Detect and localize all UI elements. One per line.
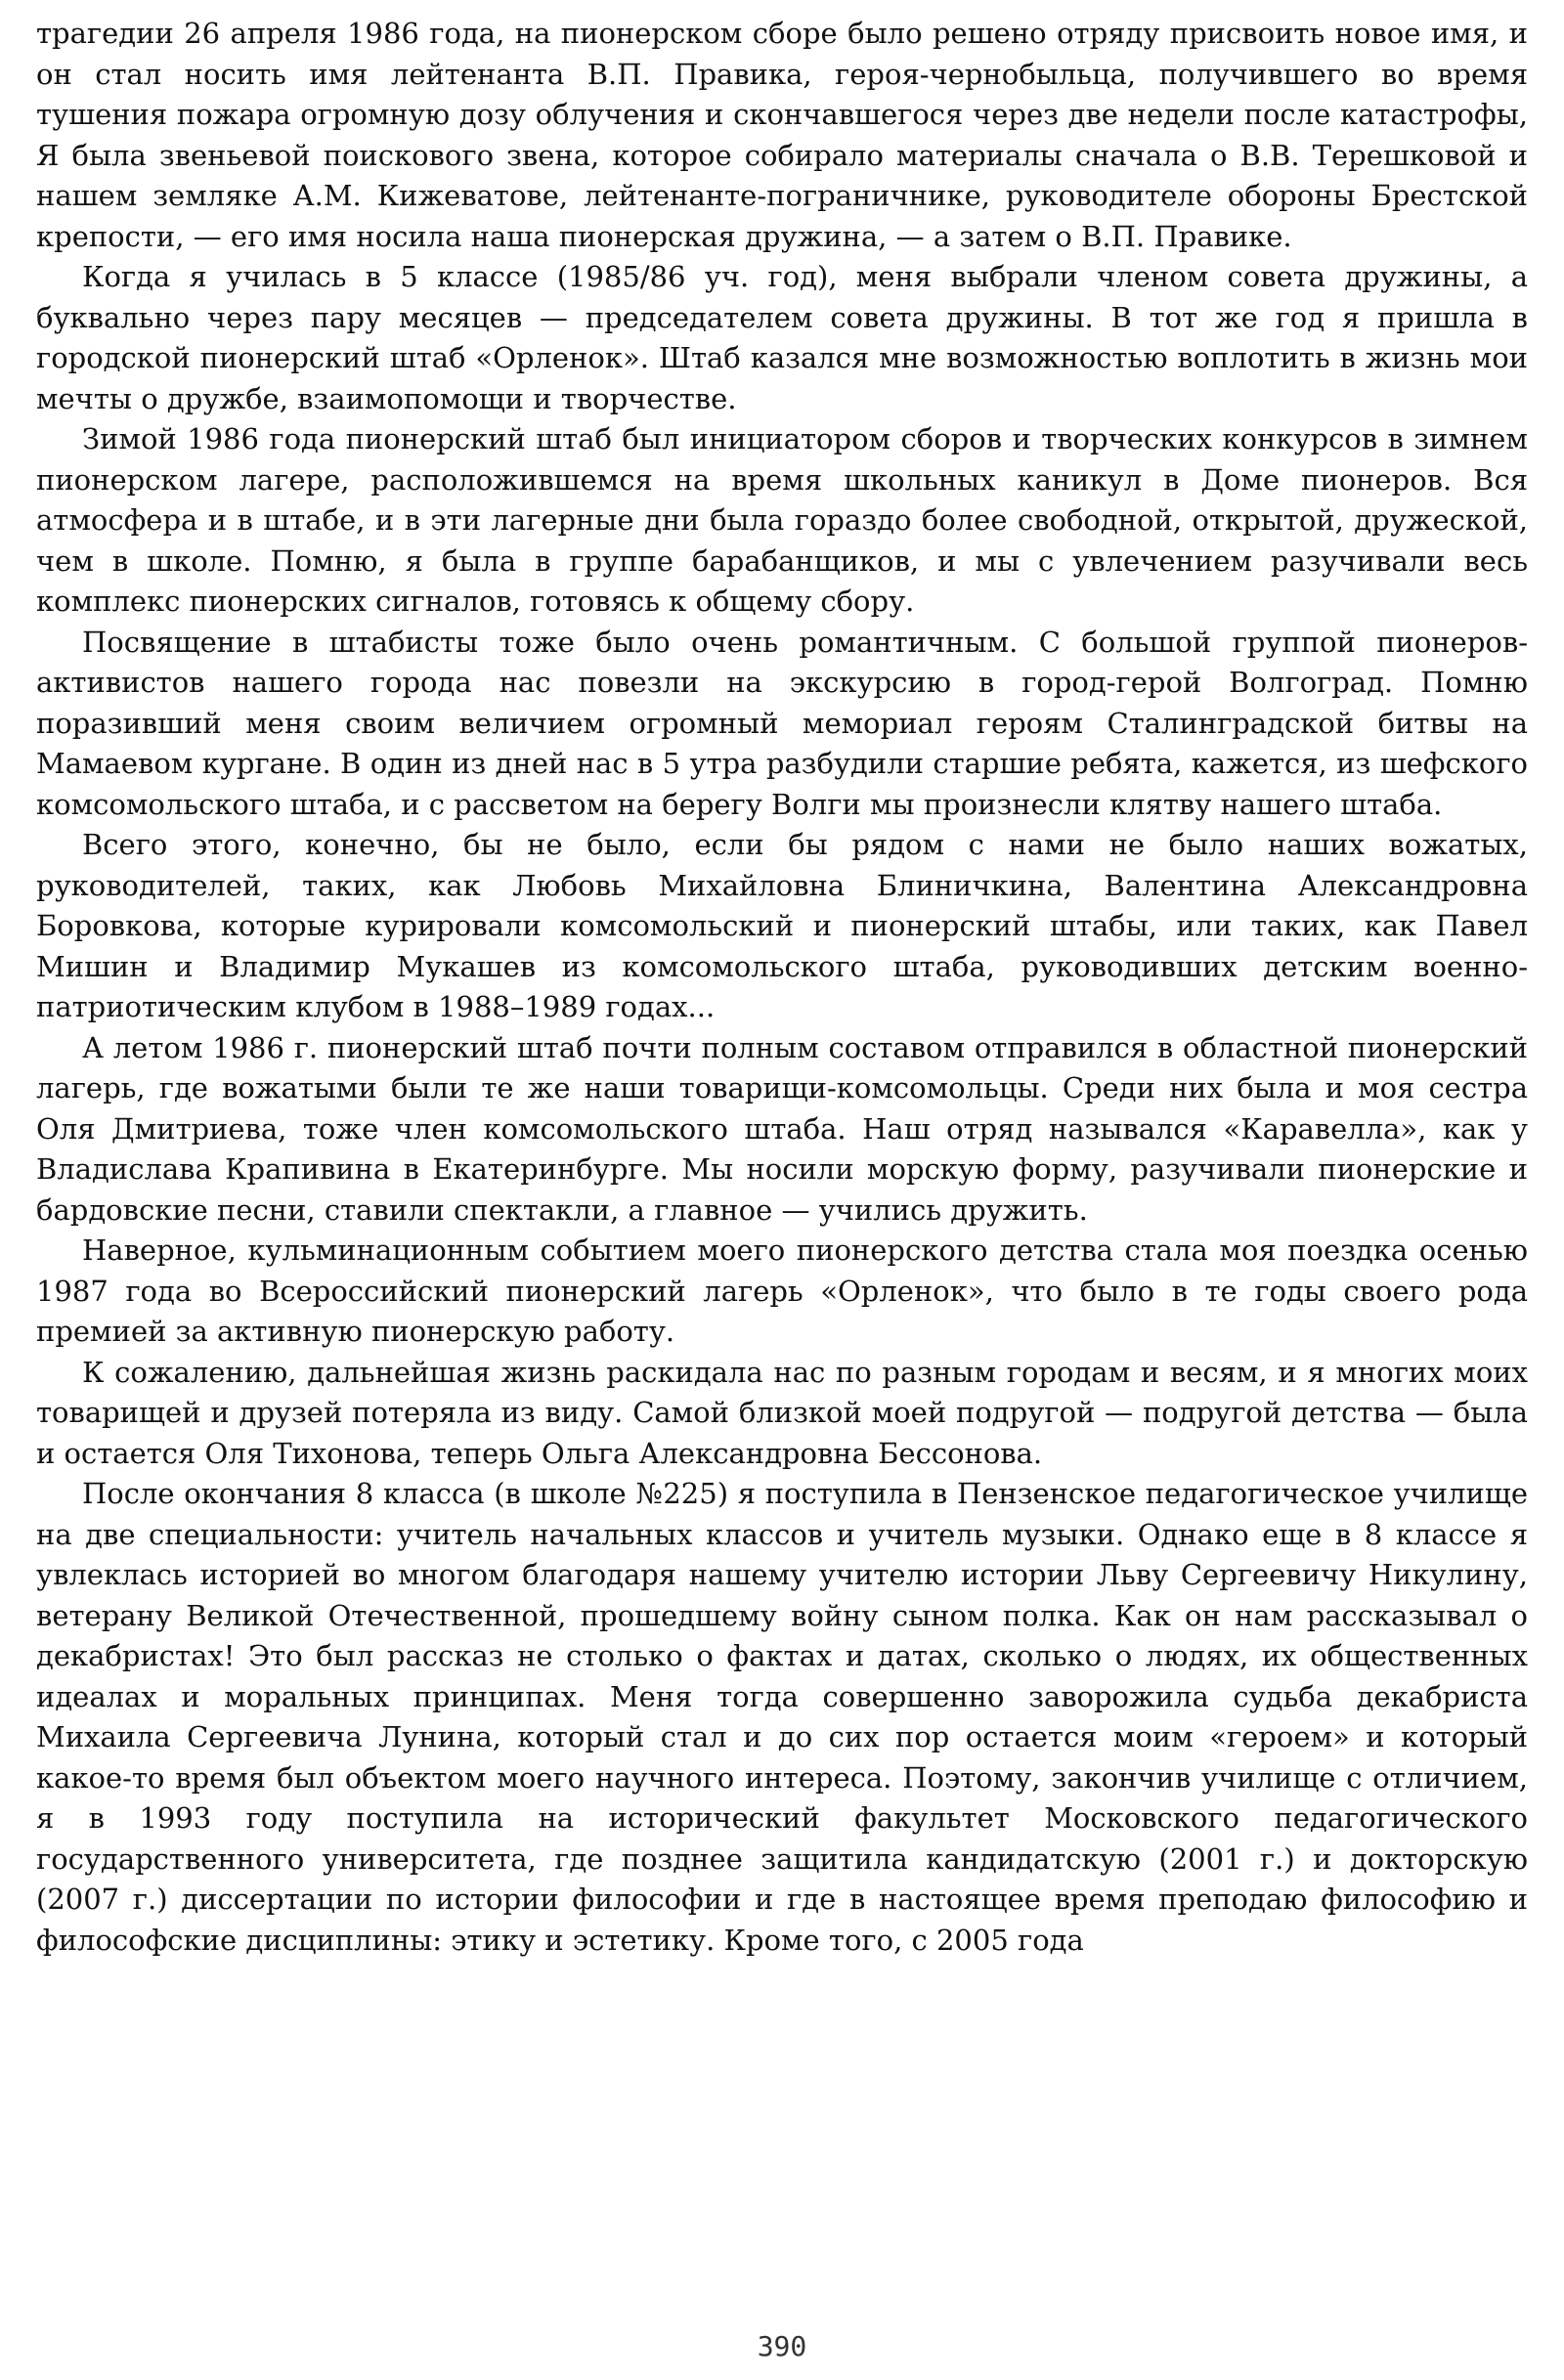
paragraph-3: Зимой 1986 года пионерский штаб был инициатором сборов и творческих конкурсов в зимнем пионерском лагере, расположившемся на время школьных каникул в Доме пионеров. Вся атмосфера и в штабе, и в эти лагерные дни была гораздо более свободной, открытой, дружеской, чем в школе. Помню, я была в группе барабанщиков, и мы с увлечением разучивали весь комплекс пионерских сигналов, готовясь к общему сбору. bbox=[36, 422, 1528, 618]
page-body bbox=[36, 14, 1528, 1961]
paragraph-1: трагедии 26 апреля 1986 года, на пионерском сборе было решено отряду присвоить новое имя, и он стал носить имя лейтенанта В.П. Правика, героя-чернобыльца, получившего во время тушения пожара огромную дозу облучения и скончавшегося через две недели после катастрофы, Я была звеньевой поискового звена, которое собирало материалы сначала о В.В. Терешковой и нашем земляке А.М. Кижеватове, лейтенанте-пограничнике, руководителе обороны Брестской крепости, — его имя носила наша пионерская дружина, — а затем о В.П. Правике. bbox=[36, 17, 1528, 253]
paragraph-2: Когда я училась в 5 классе (1985/86 уч. год), меня выбрали членом совета дружины, а буквально через пару месяцев — председателем совета дружины. В тот же год я пришла в городской пионерский штаб «Орленок». Штаб казался мне возможностью воплотить в жизнь мои мечты о дружбе, взаимопомощи и творчестве. bbox=[36, 260, 1528, 415]
paragraph-6: А летом 1986 г. пионерский штаб почти полным составом отправился в областной пионерский лагерь, где вожатыми были те же наши товарищи-комсомольцы. Среди них была и моя сестра Оля Дмитриева, тоже член комсомольского штаба. Наш отряд назывался «Каравелла», как у Владислава Крапивина в Екатеринбурге. Мы носили морскую форму, разучивали пионерские и бардовские песни, ставили спектакли, а главное — учились дружить. bbox=[36, 1030, 1528, 1227]
paragraph-4: Посвящение в штабисты тоже было очень романтичным. С большой группой пионеров-активистов нашего города нас повезли на экскурсию в город-герой Волгоград. Помню поразивший меня своим величием огромный мемориал героям Сталинградской битвы на Мамаевом кургане. В один из дней нас в 5 утра разбудили старшие ребята, кажется, из шефского комсомольского штаба, и с рассветом на берегу Волги мы произнесли клятву нашего штаба. bbox=[36, 625, 1528, 821]
paragraph-9: После окончания 8 класса (в школе №225) я поступила в Пензенское педагогическое училище на две специальности: учитель начальных классов и учитель музыки. Однако еще в 8 классе я увлеклась историей во многом благодаря нашему учителю истории Льву Сергеевичу Никулину, ветерану Великой Отечественной, прошедшему войну сыном полка. Как он нам рассказывал о декабристах! Это был рассказ не столько о фактах и датах, сколько о людях, их общественных идеалах и моральных принципах. Меня тогда совершенно заворожила судьба декабриста Михаила Сергеевича Лунина, который стал и до сих пор остается моим «героем» и который какое-то время был объектом моего научного интереса. Поэтому, закончив училище с отличием, я в 1993 году поступила на исторический факультет Московского педагогического государственного университета, где позднее защитила кандидатскую (2001 г.) и докторскую (2007 г.) диссертации по истории философии и где в настоящее время преподаю философию и философские дисциплины: этику и эстетику. Кроме того, с 2005 года bbox=[36, 1477, 1528, 1957]
page-number: 390 bbox=[757, 2330, 807, 2362]
paragraph-7: Наверное, кульминационным событием моего пионерского детства стала моя поездка осенью 1987 года во Всероссийский пионерский лагерь «Орленок», что было в те годы своего рода премией за активную пионерскую работу. bbox=[36, 1233, 1528, 1348]
paragraph-5: Всего этого, конечно, бы не было, если бы рядом с нами не было наших вожатых, руководителей, таких, как Любовь Михайловна Блиничкина, Валентина Александровна Боровкова, которые курировали комсомольский и пионерский штабы, или таких, как Павел Мишин и Владимир Мукашев из комсомольского штаба, руководивших детским военно-патриотическим клубом в 1988–1989 годах... bbox=[36, 828, 1528, 1023]
paragraph-8: К сожалению, дальнейшая жизнь раскидала нас по разным городам и весям, и я многих моих товарищей и друзей потеряла из виду. Самой близкой моей подругой — подругой детства — была и остается Оля Тихонова, теперь Ольга Александровна Бессонова. bbox=[36, 1355, 1528, 1470]
